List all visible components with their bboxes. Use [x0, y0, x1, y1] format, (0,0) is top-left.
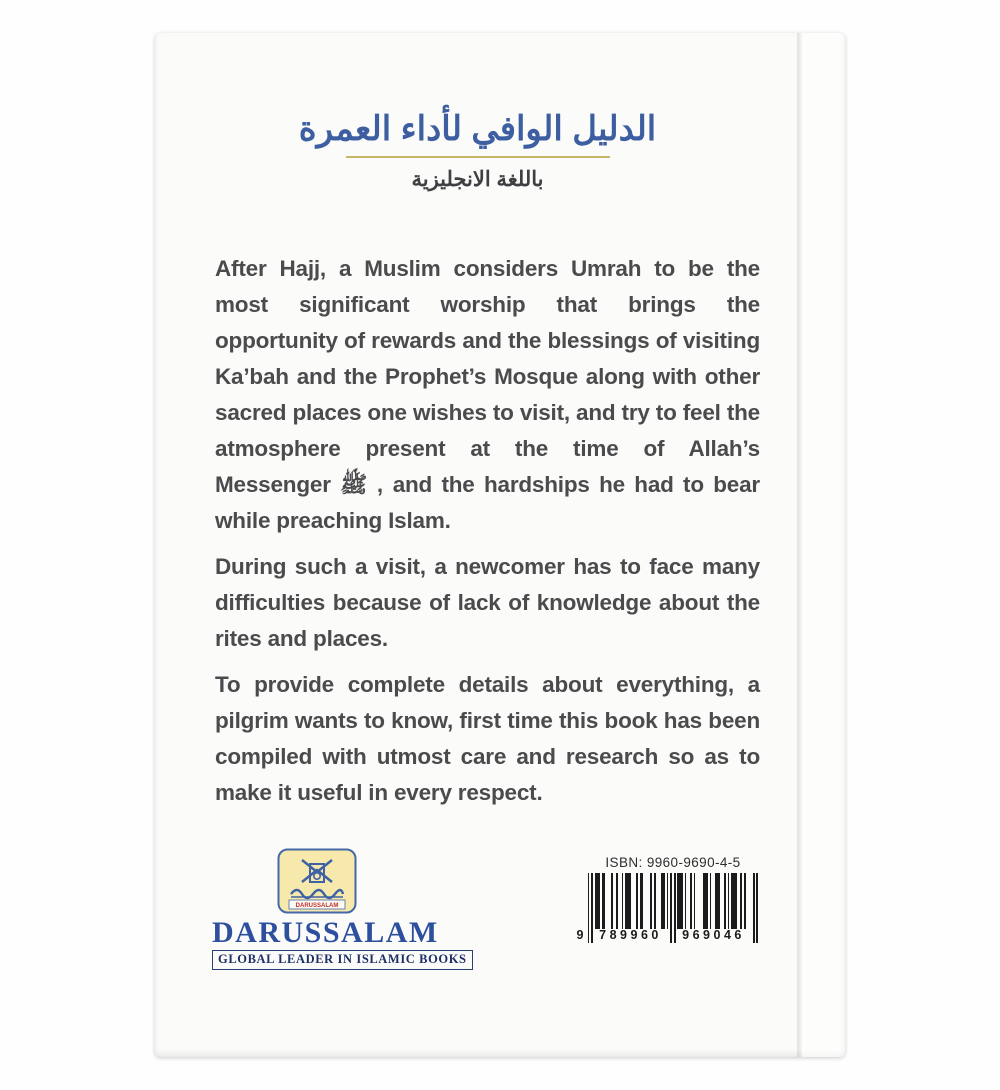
- barcode-digit-left-group: 789960: [599, 928, 662, 942]
- description-paragraph-1: After Hajj, a Muslim considers Umrah to be the most significant worship that brings the opportunity of rewards and the blessings of visiting Ka’bah and the Prophet’s Mosque along with other sacred places one wishes to visit, and try to feel the atmosphere present at the time of Allah’s Messenger ﷺ , and the hardships he had to bear while preaching Islam.: [215, 256, 760, 533]
- emblem-caption-text: DARUSSALAM: [295, 903, 339, 909]
- description-paragraph-2: During such a visit, a newcomer has to face many difficulties because of lack of knowledge about the rites and places.: [215, 554, 760, 651]
- barcode-digit-right-group: 969046: [682, 928, 745, 942]
- title-underline: [346, 156, 610, 158]
- barcode-block: [576, 855, 759, 947]
- language-note-arabic: باللغة الانجليزية: [411, 168, 544, 191]
- description-paragraph-3: To provide complete details about everything, a pilgrim wants to know, first time this book has been compiled with utmost care and research so as to make it useful in every respect.: [215, 672, 760, 805]
- barcode-bars: [576, 873, 759, 947]
- book-back-cover: [155, 33, 845, 1057]
- barcode-digit-lead: 9: [576, 928, 584, 942]
- publisher-tagline: GLOBAL LEADER IN ISLAMIC BOOKS: [212, 950, 473, 970]
- isbn-label: ISBN: 9960-9690-4-5: [605, 855, 741, 870]
- spine-edge-strip: [802, 33, 845, 1057]
- book-title-arabic: الدليل الوافي لأداء العمرة: [298, 110, 657, 148]
- title-block: [155, 107, 800, 192]
- barcode-module: [756, 873, 758, 943]
- publisher-logo-block: [212, 848, 467, 970]
- back-cover-description: [215, 251, 760, 821]
- publisher-wordmark: DARUSSALAM: [212, 916, 439, 949]
- darussalam-emblem-icon: [277, 848, 357, 914]
